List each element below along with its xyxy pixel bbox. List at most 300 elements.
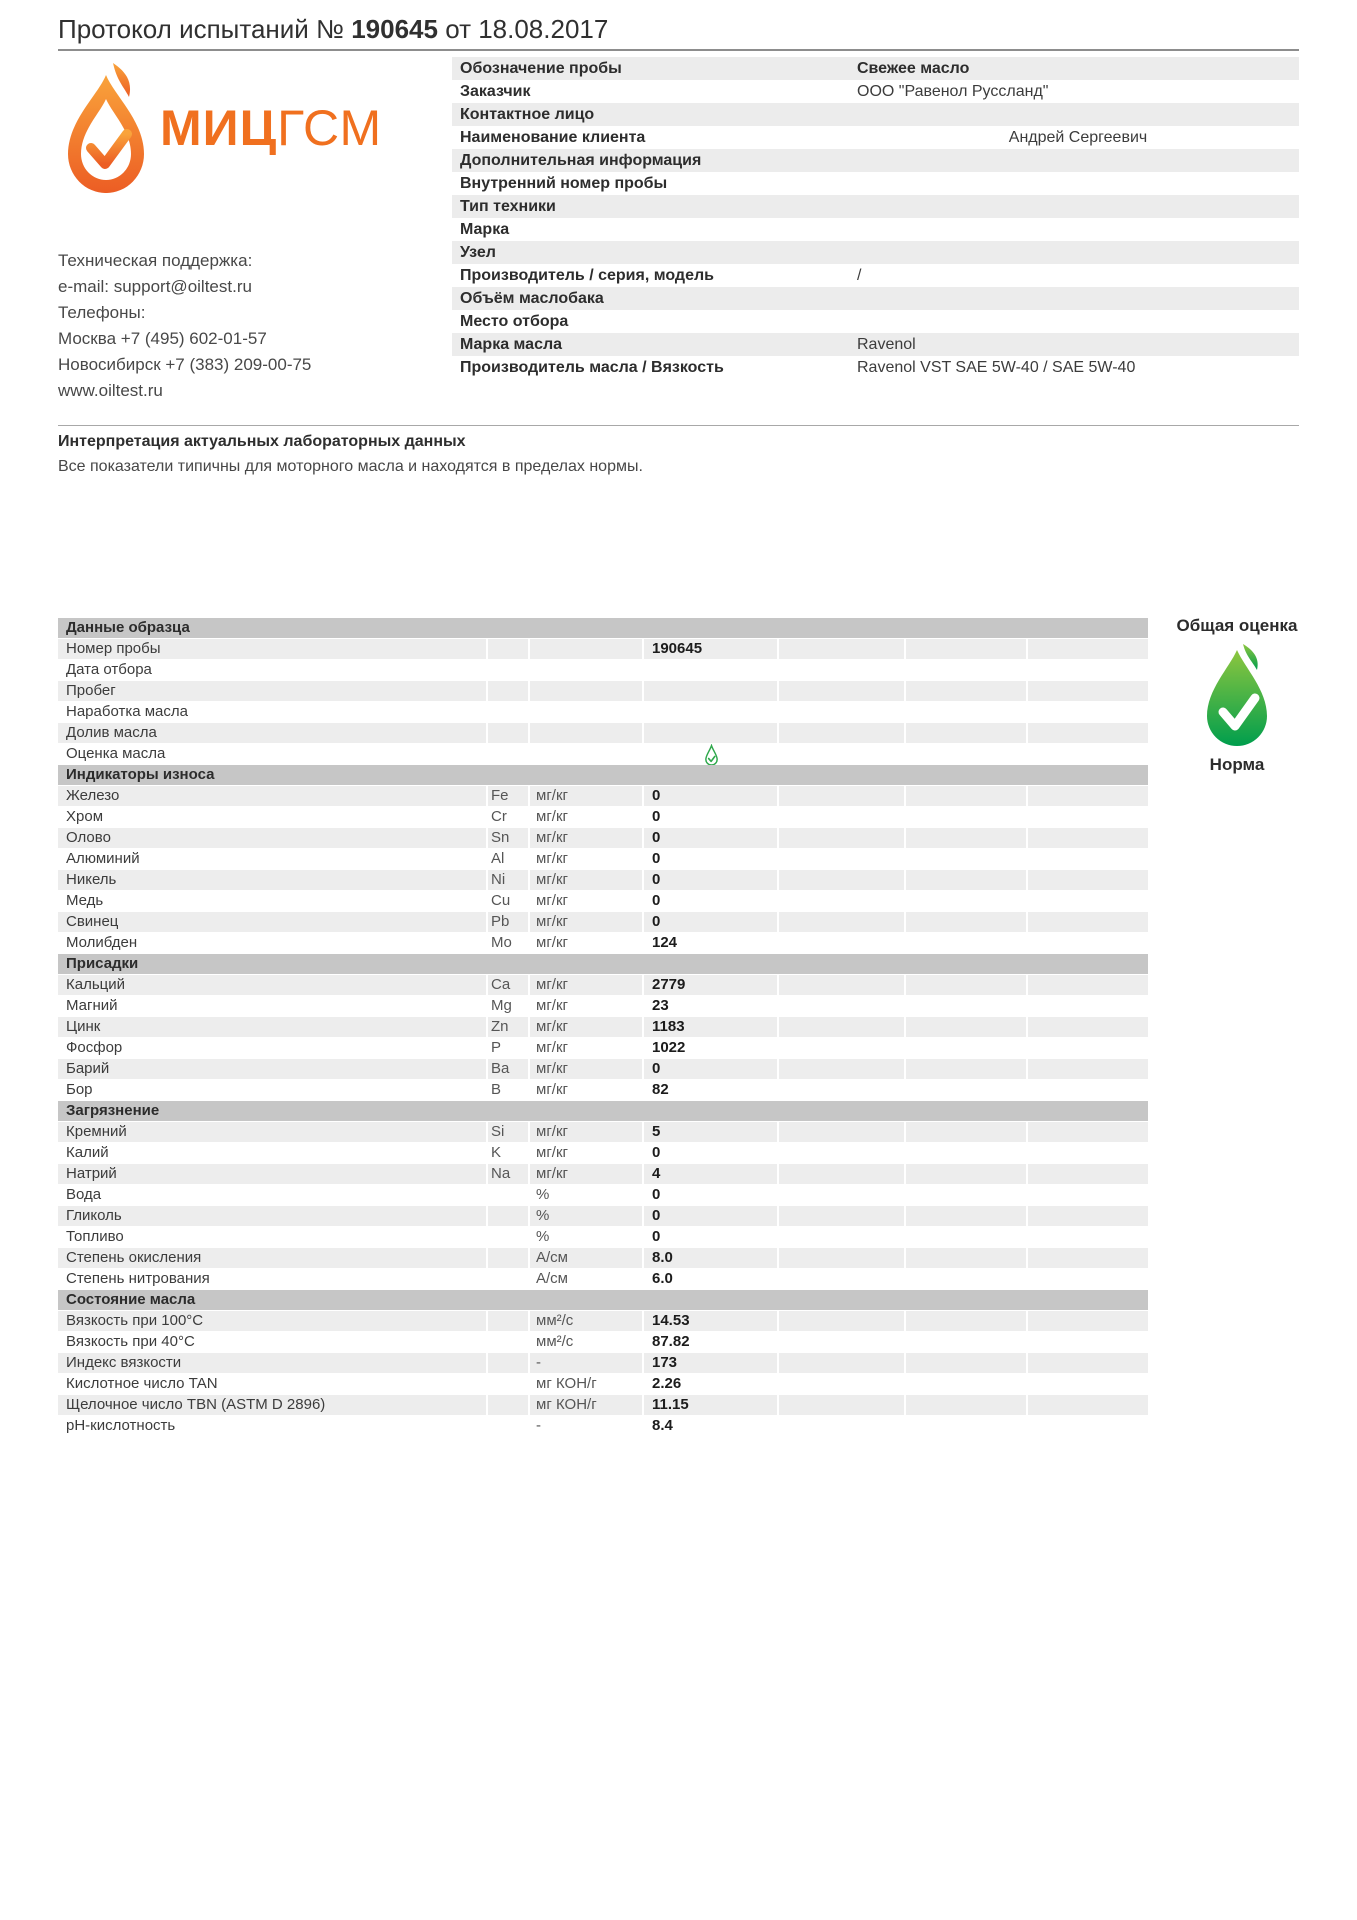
cell-symbol <box>488 1332 528 1352</box>
cell-empty <box>906 1374 1026 1394</box>
cell-unit: % <box>536 1186 550 1203</box>
cell-empty <box>1028 1227 1148 1247</box>
cell-empty <box>779 1227 904 1247</box>
cell-unit: % <box>530 1206 642 1226</box>
cell-value: 0 <box>652 871 661 888</box>
cell-parameter: Кальций <box>58 975 486 995</box>
cell-value-wrap <box>644 933 777 953</box>
cell-symbol <box>488 1269 528 1289</box>
table-row <box>58 744 1148 764</box>
cell-empty <box>1028 786 1148 806</box>
cell-value-wrap <box>644 660 777 680</box>
section-title: Данные образца <box>66 619 190 636</box>
cell-value-wrap <box>644 1416 777 1436</box>
section-title: Индикаторы износа <box>66 766 215 783</box>
divider-top <box>58 49 1299 51</box>
cell-empty <box>906 1353 1026 1373</box>
cell-symbol: Ca <box>488 975 528 995</box>
cell-value: 8.0 <box>652 1249 673 1266</box>
cell-empty <box>1028 828 1148 848</box>
cell-value-wrap <box>644 1038 777 1058</box>
cell-value-wrap <box>644 723 777 743</box>
info-label: Объём маслобака <box>460 290 604 307</box>
cell-symbol <box>488 1248 528 1268</box>
cell-parameter: Дата отбора <box>66 661 152 678</box>
oil-drop-flame-icon <box>60 63 152 193</box>
cell-value-wrap <box>644 1164 777 1184</box>
cell-empty <box>906 1227 1026 1247</box>
cell-empty <box>1028 1038 1148 1058</box>
cell-empty <box>906 1017 1026 1037</box>
cell-empty <box>1028 1416 1148 1436</box>
cell-value-wrap <box>644 1122 777 1142</box>
cell-value: 0 <box>652 850 661 867</box>
cell-value: 14.53 <box>652 1312 690 1329</box>
cell-unit: мг/кг <box>530 975 642 995</box>
cell-value: 0 <box>652 892 661 909</box>
cell-symbol: Ba <box>488 1059 528 1079</box>
cell-parameter: Медь <box>66 892 104 909</box>
table-section-header <box>58 1101 1148 1121</box>
cell-value: 1022 <box>652 1039 686 1056</box>
cell-symbol: Pb <box>488 912 528 932</box>
cell-symbol: Mg <box>491 997 512 1014</box>
section-title: Присадки <box>66 955 139 972</box>
cell-value-wrap <box>644 828 777 848</box>
cell-empty <box>1028 1311 1148 1331</box>
section-title: Загрязнение <box>66 1102 160 1119</box>
cell-empty <box>906 870 1026 890</box>
cell-parameter: Калий <box>66 1144 109 1161</box>
info-label: Дополнительная информация <box>460 152 702 169</box>
cell-parameter: Бор <box>66 1081 93 1098</box>
cell-unit <box>530 744 642 764</box>
cell-value-wrap <box>644 1059 777 1079</box>
cell-unit: - <box>530 1353 642 1373</box>
cell-parameter: Пробег <box>58 681 486 701</box>
cell-unit: мг/кг <box>536 934 568 951</box>
cell-empty <box>1028 1332 1148 1352</box>
table-row <box>58 786 1148 806</box>
cell-empty <box>1028 681 1148 701</box>
cell-symbol: Na <box>488 1164 528 1184</box>
cell-value-wrap <box>644 807 777 827</box>
cell-unit <box>530 723 642 743</box>
table-row <box>58 975 1148 995</box>
info-row <box>452 195 1299 218</box>
page-title <box>58 14 608 45</box>
cell-parameter: Магний <box>66 997 118 1014</box>
overall-rating-status: Норма <box>1209 755 1265 774</box>
cell-parameter: Барий <box>58 1059 486 1079</box>
cell-empty <box>906 786 1026 806</box>
cell-empty <box>1028 639 1148 659</box>
brand-bold: МИЦ <box>160 100 278 156</box>
cell-empty <box>1028 660 1148 680</box>
table-row <box>58 912 1148 932</box>
cell-value: 0 <box>652 829 661 846</box>
support-label: Техническая поддержка: <box>58 251 253 270</box>
cell-empty <box>906 912 1026 932</box>
info-label: Марка масла <box>460 336 563 353</box>
cell-symbol: Zn <box>488 1017 528 1037</box>
table-row <box>58 1416 1148 1436</box>
cell-empty <box>1028 912 1148 932</box>
table-row <box>58 849 1148 869</box>
info-row <box>452 241 1299 264</box>
cell-value: 0 <box>652 1186 661 1203</box>
info-label: Место отбора <box>460 313 569 330</box>
cell-value-wrap <box>644 1185 777 1205</box>
table-row <box>58 1353 1148 1373</box>
cell-empty <box>1028 933 1148 953</box>
cell-value: 8.4 <box>652 1417 673 1434</box>
info-label: Заказчик <box>460 83 531 100</box>
cell-parameter: Олово <box>58 828 486 848</box>
cell-unit: мг/кг <box>536 997 568 1014</box>
cell-value: 0 <box>652 1060 661 1077</box>
cell-empty <box>1028 1017 1148 1037</box>
cell-value-wrap <box>644 681 777 701</box>
table-row <box>58 1017 1148 1037</box>
cell-empty <box>1028 1185 1148 1205</box>
cell-symbol <box>488 1395 528 1415</box>
cell-value-wrap <box>644 1311 777 1331</box>
cell-unit: мг/кг <box>536 1144 568 1161</box>
table-row <box>58 828 1148 848</box>
cell-empty <box>779 1353 904 1373</box>
cell-empty <box>906 1038 1026 1058</box>
table-row <box>58 1248 1148 1268</box>
cell-unit: мг/кг <box>530 1017 642 1037</box>
cell-empty <box>1028 1269 1148 1289</box>
cell-value-wrap <box>644 1206 777 1226</box>
cell-empty <box>906 1164 1026 1184</box>
cell-value-wrap <box>644 702 777 722</box>
cell-empty <box>779 828 904 848</box>
cell-empty <box>1028 849 1148 869</box>
cell-empty <box>1028 723 1148 743</box>
info-row <box>452 264 1299 287</box>
cell-value-wrap <box>644 1332 777 1352</box>
info-row <box>452 310 1299 333</box>
table-row <box>58 1164 1148 1184</box>
cell-empty <box>779 870 904 890</box>
info-value: / <box>857 267 862 284</box>
cell-empty <box>779 933 904 953</box>
cell-empty <box>779 1416 904 1436</box>
cell-value-wrap <box>644 744 777 764</box>
cell-empty <box>906 1269 1026 1289</box>
cell-unit: мг/кг <box>536 1081 568 1098</box>
cell-empty <box>779 1017 904 1037</box>
cell-empty <box>779 1332 904 1352</box>
cell-empty <box>1028 807 1148 827</box>
cell-symbol: B <box>491 1081 502 1098</box>
cell-unit <box>530 702 642 722</box>
cell-unit: мг КОН/г <box>530 1395 642 1415</box>
cell-empty <box>906 1080 1026 1100</box>
cell-parameter: Вода <box>66 1186 102 1203</box>
cell-empty <box>779 1248 904 1268</box>
info-label: Производитель масла / Вязкость <box>460 359 724 376</box>
cell-empty <box>779 1311 904 1331</box>
info-value <box>857 241 1299 264</box>
info-value <box>857 103 1299 126</box>
cell-value: 0 <box>652 1228 661 1245</box>
cell-unit: мм²/с <box>530 1311 642 1331</box>
cell-value-wrap <box>644 1374 777 1394</box>
cell-value-wrap <box>644 1248 777 1268</box>
table-section-header <box>58 618 1148 638</box>
cell-parameter: Кислотное число TAN <box>66 1375 218 1392</box>
table-section-header <box>58 954 1148 974</box>
cell-value-wrap <box>644 912 777 932</box>
cell-empty <box>906 1416 1026 1436</box>
cell-empty <box>779 723 904 743</box>
cell-empty <box>906 933 1026 953</box>
cell-empty <box>906 1311 1026 1331</box>
cell-unit: мг КОН/г <box>536 1375 597 1392</box>
cell-symbol: K <box>491 1144 502 1161</box>
cell-parameter: Кремний <box>58 1122 486 1142</box>
table-row <box>58 1374 1148 1394</box>
cell-value-wrap <box>644 1227 777 1247</box>
cell-empty <box>1028 1059 1148 1079</box>
info-label: Производитель / серия, модель <box>460 267 714 284</box>
cell-parameter: Щелочное число TBN (ASTM D 2896) <box>58 1395 486 1415</box>
cell-empty <box>779 1059 904 1079</box>
cell-unit: мг/кг <box>530 1122 642 1142</box>
cell-parameter: Вязкость при 100°C <box>58 1311 486 1331</box>
info-row <box>452 103 1299 126</box>
info-row <box>452 80 1299 103</box>
cell-empty <box>1028 1080 1148 1100</box>
cell-symbol <box>488 702 528 722</box>
info-label: Контактное лицо <box>460 106 595 123</box>
table-row <box>58 1206 1148 1226</box>
info-value <box>857 172 1299 195</box>
info-value: Ravenol VST SAE 5W-40 / SAE 5W-40 <box>857 359 1136 376</box>
cell-value: 2.26 <box>652 1375 682 1392</box>
cell-empty <box>779 639 904 659</box>
info-row <box>452 126 1299 149</box>
cell-empty <box>1028 891 1148 911</box>
cell-parameter: Долив масла <box>58 723 486 743</box>
cell-empty <box>1028 1353 1148 1373</box>
info-row <box>452 172 1299 195</box>
cell-empty <box>779 702 904 722</box>
table-row <box>58 1227 1148 1247</box>
cell-empty <box>906 639 1026 659</box>
cell-unit <box>530 660 642 680</box>
cell-parameter: Железо <box>58 786 486 806</box>
cell-unit: А/см <box>536 1270 568 1287</box>
info-value: Ravenol <box>857 336 916 353</box>
cell-symbol <box>488 744 528 764</box>
cell-value: 5 <box>652 1123 661 1140</box>
cell-value: 87.82 <box>652 1333 690 1350</box>
table-row <box>58 807 1148 827</box>
table-row <box>58 702 1148 722</box>
info-value: ООО "Равенол Руссланд" <box>857 83 1049 100</box>
cell-parameter: Степень окисления <box>58 1248 486 1268</box>
cell-empty <box>779 1143 904 1163</box>
table-row <box>58 1059 1148 1079</box>
cell-symbol <box>488 1185 528 1205</box>
cell-empty <box>1028 1206 1148 1226</box>
table-row <box>58 681 1148 701</box>
cell-symbol: Al <box>491 850 505 867</box>
cell-unit <box>530 639 642 659</box>
cell-symbol: P <box>491 1039 502 1056</box>
brand-name <box>160 99 382 157</box>
cell-value-wrap <box>644 1353 777 1373</box>
cell-empty <box>906 975 1026 995</box>
cell-empty <box>906 1206 1026 1226</box>
cell-empty <box>906 849 1026 869</box>
cell-parameter: pH-кислотность <box>66 1417 176 1434</box>
info-row <box>452 149 1299 172</box>
table-row <box>58 933 1148 953</box>
cell-value: 0 <box>652 913 661 930</box>
info-value <box>857 149 1299 172</box>
cell-unit: мг/кг <box>530 786 642 806</box>
cell-value: 11.15 <box>652 1396 689 1413</box>
cell-parameter: Свинец <box>58 912 486 932</box>
cell-empty <box>1028 1374 1148 1394</box>
cell-unit: - <box>536 1417 541 1434</box>
phone-moscow: Москва +7 (495) 602-01-57 <box>58 329 267 348</box>
cell-empty <box>906 1122 1026 1142</box>
section-title: Состояние масла <box>66 1291 196 1308</box>
cell-value: 0 <box>652 1207 661 1224</box>
cell-symbol <box>488 1227 528 1247</box>
cell-value-wrap <box>644 1017 777 1037</box>
website: www.oiltest.ru <box>58 381 163 400</box>
green-drop-check-icon <box>1199 644 1275 748</box>
main-table <box>58 618 1148 1437</box>
cell-symbol <box>488 1311 528 1331</box>
overall-rating-title: Общая оценка <box>1176 616 1298 635</box>
cell-value-wrap <box>644 1143 777 1163</box>
info-row <box>452 57 1299 80</box>
overall-rating <box>1170 616 1304 775</box>
cell-empty <box>1028 1248 1148 1268</box>
cell-value: 2779 <box>652 976 686 993</box>
cell-value-wrap <box>644 870 777 890</box>
info-value <box>857 310 1299 333</box>
cell-empty <box>779 807 904 827</box>
logo <box>60 60 382 196</box>
cell-symbol: Sn <box>488 828 528 848</box>
divider-middle <box>58 425 1299 426</box>
info-value: Свежее масло <box>857 60 970 77</box>
cell-value: 4 <box>652 1165 661 1182</box>
cell-parameter: Цинк <box>58 1017 486 1037</box>
brand-light: ГСМ <box>277 100 383 156</box>
cell-symbol: Cr <box>491 808 507 825</box>
cell-empty <box>779 1374 904 1394</box>
cell-unit: мг/кг <box>536 1039 568 1056</box>
cell-empty <box>779 1080 904 1100</box>
cell-empty <box>779 1122 904 1142</box>
table-row <box>58 1311 1148 1331</box>
cell-empty <box>779 912 904 932</box>
cell-value: 0 <box>652 808 661 825</box>
cell-empty <box>779 891 904 911</box>
table-row <box>58 996 1148 1016</box>
cell-symbol: Ni <box>488 870 528 890</box>
cell-symbol <box>488 1353 528 1373</box>
table-row <box>58 1395 1148 1415</box>
cell-parameter: Алюминий <box>66 850 140 867</box>
cell-empty <box>1028 975 1148 995</box>
cell-empty <box>1028 996 1148 1016</box>
cell-empty <box>779 786 904 806</box>
cell-empty <box>906 1059 1026 1079</box>
cell-empty <box>1028 702 1148 722</box>
cell-empty <box>1028 1164 1148 1184</box>
contact-info <box>58 248 311 404</box>
green-drop-check-small-icon <box>704 744 719 765</box>
cell-empty <box>906 1248 1026 1268</box>
cell-symbol <box>488 1416 528 1436</box>
cell-parameter: Гликоль <box>58 1206 486 1226</box>
cell-empty <box>906 660 1026 680</box>
table-row <box>58 639 1148 659</box>
cell-empty <box>779 1164 904 1184</box>
info-label: Тип техники <box>460 198 556 215</box>
cell-value: 190645 <box>652 640 703 657</box>
cell-empty <box>779 1206 904 1226</box>
cell-empty <box>1028 1143 1148 1163</box>
table-row <box>58 660 1148 680</box>
table-row <box>58 1332 1148 1352</box>
cell-parameter: Вязкость при 40°C <box>66 1333 195 1350</box>
cell-empty <box>779 744 904 764</box>
cell-unit <box>530 681 642 701</box>
cell-value: 1183 <box>652 1018 685 1035</box>
phones-label: Телефоны: <box>58 303 146 322</box>
cell-value-wrap <box>644 996 777 1016</box>
table-row <box>58 1185 1148 1205</box>
cell-value-wrap <box>644 975 777 995</box>
cell-parameter: Номер пробы <box>58 639 486 659</box>
title-prefix: Протокол испытаний № <box>58 14 344 44</box>
table-section-header <box>58 1290 1148 1310</box>
cell-empty <box>906 1395 1026 1415</box>
cell-empty <box>779 660 904 680</box>
interpretation-title: Интерпретация актуальных лабораторных данных <box>58 433 466 450</box>
cell-unit: мг/кг <box>530 1059 642 1079</box>
cell-empty <box>906 744 1026 764</box>
info-label: Внутренний номер пробы <box>460 175 668 192</box>
info-value: Андрей Сергеевич <box>1008 129 1148 146</box>
info-row <box>452 356 1299 379</box>
cell-empty <box>906 1185 1026 1205</box>
info-row <box>452 218 1299 241</box>
cell-symbol <box>488 1206 528 1226</box>
cell-empty <box>906 702 1026 722</box>
cell-value-wrap <box>644 639 777 659</box>
info-label: Марка <box>460 221 510 238</box>
cell-empty <box>906 723 1026 743</box>
cell-unit: А/см <box>530 1248 642 1268</box>
cell-parameter: Натрий <box>58 1164 486 1184</box>
table-section-header <box>58 765 1148 785</box>
cell-empty <box>779 849 904 869</box>
